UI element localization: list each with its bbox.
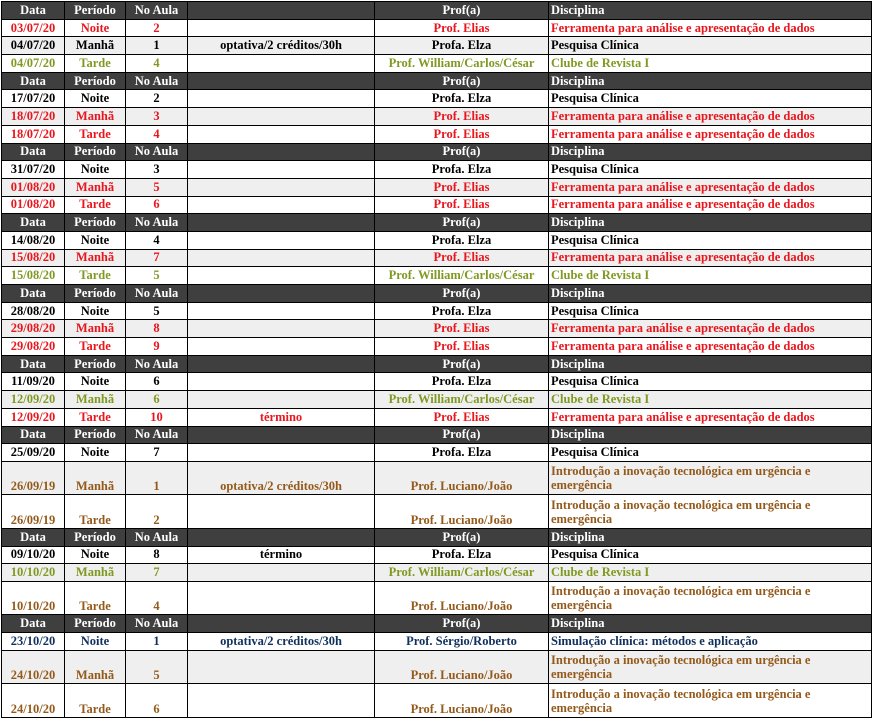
cell-extra [188, 320, 375, 338]
cell-extra [188, 338, 375, 356]
cell-prof: Prof. Elias [375, 178, 549, 196]
cell-periodo: Noite [65, 444, 126, 462]
cell-data: 24/10/20 [2, 650, 65, 684]
cell-prof: Prof. Elias [375, 196, 549, 214]
cell-periodo: Manhã [65, 391, 126, 409]
cell-aula: 7 [126, 249, 188, 267]
cell-extra [188, 19, 375, 37]
cell-data: 29/08/20 [2, 338, 65, 356]
cell-extra [188, 302, 375, 320]
header-disciplina: Disciplina [549, 143, 872, 161]
header-disciplina: Disciplina [549, 214, 872, 232]
cell-aula: 3 [126, 108, 188, 126]
cell-aula: 4 [126, 55, 188, 73]
cell-data: 04/07/20 [2, 55, 65, 73]
header-prof: Prof(a) [375, 615, 549, 633]
cell-disciplina: Pesquisa Clínica [549, 302, 872, 320]
header-aula: No Aula [126, 528, 188, 546]
cell-disciplina: Ferramenta para análise e apresentação de dados [549, 19, 872, 37]
header-prof: Prof(a) [375, 2, 549, 20]
cell-aula: 2 [126, 90, 188, 108]
cell-periodo: Manhã [65, 37, 126, 55]
cell-disciplina: Clube de Revista I [549, 564, 872, 582]
cell-prof: Prof. Luciano/João [375, 684, 549, 718]
cell-prof: Prof. Elias [375, 338, 549, 356]
cell-prof: Profa. Elza [375, 161, 549, 179]
cell-periodo: Noite [65, 633, 126, 651]
cell-extra [188, 444, 375, 462]
cell-extra [188, 684, 375, 718]
cell-extra [188, 267, 375, 285]
cell-data: 28/08/20 [2, 302, 65, 320]
cell-periodo: Manhã [65, 249, 126, 267]
header-aula: No Aula [126, 285, 188, 303]
cell-prof: Prof. William/Carlos/César [375, 564, 549, 582]
table-header-row [2, 426, 872, 444]
cell-aula: 10 [126, 408, 188, 426]
header-data: Data [2, 2, 65, 20]
table-row [2, 320, 872, 338]
cell-periodo: Noite [65, 373, 126, 391]
cell-prof: Prof. Elias [375, 249, 549, 267]
header-prof: Prof(a) [375, 285, 549, 303]
table-row [2, 391, 872, 409]
cell-disciplina: Pesquisa Clínica [549, 444, 872, 462]
cell-aula: 6 [126, 684, 188, 718]
cell-disciplina: Ferramenta para análise e apresentação de dados [549, 408, 872, 426]
header-extra [188, 72, 375, 90]
cell-extra [188, 125, 375, 143]
cell-disciplina: Ferramenta para análise e apresentação de dados [549, 108, 872, 126]
cell-prof: Profa. Elza [375, 90, 549, 108]
cell-prof: Prof. Elias [375, 125, 549, 143]
header-data: Data [2, 615, 65, 633]
schedule-body [2, 19, 872, 717]
cell-data: 10/10/20 [2, 564, 65, 582]
cell-periodo: Tarde [65, 196, 126, 214]
cell-aula: 4 [126, 125, 188, 143]
cell-prof: Profa. Elza [375, 231, 549, 249]
cell-extra [188, 178, 375, 196]
cell-aula: 6 [126, 373, 188, 391]
cell-disciplina: Ferramenta para análise e apresentação de dados [549, 249, 872, 267]
cell-disciplina: Ferramenta para análise e apresentação de dados [549, 196, 872, 214]
header-extra [188, 528, 375, 546]
header-prof: Prof(a) [375, 426, 549, 444]
cell-data: 23/10/20 [2, 633, 65, 651]
cell-periodo: Manhã [65, 108, 126, 126]
table-row [2, 161, 872, 179]
cell-disciplina: Clube de Revista I [549, 267, 872, 285]
header-extra [188, 355, 375, 373]
header-periodo: Período [65, 426, 126, 444]
table-row [2, 90, 872, 108]
header-periodo: Período [65, 72, 126, 90]
cell-data: 12/09/20 [2, 408, 65, 426]
cell-aula: 7 [126, 564, 188, 582]
cell-data: 26/09/19 [2, 495, 65, 529]
cell-disciplina: Introdução a inovação tecnológica em urgência e emergência [549, 461, 872, 495]
cell-aula: 1 [126, 461, 188, 495]
cell-disciplina: Simulação clínica: métodos e aplicação [549, 633, 872, 651]
cell-aula: 9 [126, 338, 188, 356]
cell-prof: Profa. Elza [375, 444, 549, 462]
cell-disciplina: Pesquisa Clínica [549, 37, 872, 55]
cell-extra [188, 495, 375, 529]
table-row [2, 461, 872, 495]
table-row [2, 231, 872, 249]
header-data: Data [2, 72, 65, 90]
cell-extra: optativa/2 créditos/30h [188, 37, 375, 55]
table-row [2, 108, 872, 126]
header-prof: Prof(a) [375, 528, 549, 546]
table-row [2, 267, 872, 285]
cell-data: 17/07/20 [2, 90, 65, 108]
header-periodo: Período [65, 214, 126, 232]
header-disciplina: Disciplina [549, 2, 872, 20]
cell-periodo: Tarde [65, 581, 126, 615]
table-row [2, 495, 872, 529]
cell-aula: 5 [126, 302, 188, 320]
cell-disciplina: Introdução a inovação tecnológica em urgência e emergência [549, 581, 872, 615]
header-aula: No Aula [126, 426, 188, 444]
table-row [2, 546, 872, 564]
cell-data: 12/09/20 [2, 391, 65, 409]
table-header-row [2, 214, 872, 232]
cell-aula: 1 [126, 37, 188, 55]
header-disciplina: Disciplina [549, 528, 872, 546]
cell-extra [188, 650, 375, 684]
cell-disciplina: Introdução a inovação tecnológica em urgência e emergência [549, 495, 872, 529]
cell-aula: 8 [126, 546, 188, 564]
cell-data: 11/09/20 [2, 373, 65, 391]
cell-data: 18/07/20 [2, 108, 65, 126]
cell-disciplina: Clube de Revista I [549, 55, 872, 73]
cell-data: 25/09/20 [2, 444, 65, 462]
cell-periodo: Noite [65, 161, 126, 179]
cell-aula: 8 [126, 320, 188, 338]
cell-extra [188, 55, 375, 73]
cell-prof: Prof. Luciano/João [375, 581, 549, 615]
table-row [2, 581, 872, 615]
cell-data: 14/08/20 [2, 231, 65, 249]
cell-periodo: Tarde [65, 55, 126, 73]
table-header-row [2, 285, 872, 303]
cell-periodo: Manhã [65, 320, 126, 338]
cell-extra [188, 564, 375, 582]
cell-data: 01/08/20 [2, 196, 65, 214]
header-data: Data [2, 528, 65, 546]
cell-prof: Prof. Luciano/João [375, 461, 549, 495]
cell-extra [188, 108, 375, 126]
table-row [2, 302, 872, 320]
cell-aula: 1 [126, 633, 188, 651]
table-row [2, 37, 872, 55]
cell-periodo: Noite [65, 302, 126, 320]
table-row [2, 196, 872, 214]
header-aula: No Aula [126, 615, 188, 633]
header-disciplina: Disciplina [549, 355, 872, 373]
cell-disciplina: Ferramenta para análise e apresentação de dados [549, 125, 872, 143]
header-extra [188, 426, 375, 444]
header-extra [188, 2, 375, 20]
cell-prof: Prof. Luciano/João [375, 650, 549, 684]
cell-data: 09/10/20 [2, 546, 65, 564]
table-row [2, 650, 872, 684]
header-disciplina: Disciplina [549, 615, 872, 633]
cell-data: 01/08/20 [2, 178, 65, 196]
cell-data: 31/07/20 [2, 161, 65, 179]
header-prof: Prof(a) [375, 355, 549, 373]
cell-extra [188, 373, 375, 391]
table-header-row [2, 355, 872, 373]
cell-data: 29/08/20 [2, 320, 65, 338]
cell-periodo: Tarde [65, 408, 126, 426]
header-periodo: Período [65, 143, 126, 161]
cell-extra: optativa/2 créditos/30h [188, 633, 375, 651]
cell-data: 24/10/20 [2, 684, 65, 718]
cell-prof: Profa. Elza [375, 546, 549, 564]
header-data: Data [2, 285, 65, 303]
header-periodo: Período [65, 528, 126, 546]
cell-periodo: Tarde [65, 338, 126, 356]
cell-prof: Profa. Elza [375, 373, 549, 391]
header-data: Data [2, 143, 65, 161]
cell-extra [188, 391, 375, 409]
cell-prof: Prof. Elias [375, 320, 549, 338]
cell-aula: 5 [126, 178, 188, 196]
cell-data: 26/09/19 [2, 461, 65, 495]
cell-extra [188, 581, 375, 615]
cell-data: 10/10/20 [2, 581, 65, 615]
cell-extra [188, 196, 375, 214]
header-periodo: Período [65, 615, 126, 633]
cell-data: 18/07/20 [2, 125, 65, 143]
cell-disciplina: Clube de Revista I [549, 391, 872, 409]
cell-aula: 4 [126, 231, 188, 249]
cell-extra [188, 161, 375, 179]
table-header-row [2, 2, 872, 20]
header-periodo: Período [65, 355, 126, 373]
cell-aula: 3 [126, 161, 188, 179]
cell-extra [188, 231, 375, 249]
cell-disciplina: Pesquisa Clínica [549, 231, 872, 249]
header-extra [188, 143, 375, 161]
header-data: Data [2, 355, 65, 373]
header-aula: No Aula [126, 143, 188, 161]
cell-disciplina: Introdução a inovação tecnológica em urgência e emergência [549, 650, 872, 684]
cell-prof: Prof. Sérgio/Roberto [375, 633, 549, 651]
header-periodo: Período [65, 285, 126, 303]
header-aula: No Aula [126, 2, 188, 20]
cell-extra: término [188, 408, 375, 426]
table-row [2, 444, 872, 462]
cell-data: 15/08/20 [2, 249, 65, 267]
cell-disciplina: Ferramenta para análise e apresentação de dados [549, 178, 872, 196]
table-row [2, 338, 872, 356]
cell-data: 15/08/20 [2, 267, 65, 285]
table-row [2, 373, 872, 391]
table-row [2, 564, 872, 582]
header-disciplina: Disciplina [549, 285, 872, 303]
cell-disciplina: Ferramenta para análise e apresentação de dados [549, 338, 872, 356]
cell-aula: 4 [126, 581, 188, 615]
header-data: Data [2, 426, 65, 444]
cell-periodo: Noite [65, 19, 126, 37]
cell-prof: Profa. Elza [375, 37, 549, 55]
cell-prof: Prof. Elias [375, 19, 549, 37]
cell-prof: Prof. William/Carlos/César [375, 391, 549, 409]
header-prof: Prof(a) [375, 214, 549, 232]
cell-prof: Prof. Elias [375, 408, 549, 426]
cell-periodo: Manhã [65, 178, 126, 196]
header-prof: Prof(a) [375, 143, 549, 161]
header-prof: Prof(a) [375, 72, 549, 90]
cell-disciplina: Pesquisa Clínica [549, 90, 872, 108]
cell-periodo: Noite [65, 546, 126, 564]
table-row [2, 19, 872, 37]
table-row [2, 408, 872, 426]
table-row [2, 684, 872, 718]
cell-extra [188, 90, 375, 108]
cell-prof: Prof. Elias [375, 108, 549, 126]
cell-aula: 2 [126, 19, 188, 37]
header-data: Data [2, 214, 65, 232]
cell-data: 04/07/20 [2, 37, 65, 55]
table-header-row [2, 143, 872, 161]
table-row [2, 125, 872, 143]
table-header-row [2, 72, 872, 90]
table-header-row [2, 528, 872, 546]
header-extra [188, 615, 375, 633]
table-row [2, 633, 872, 651]
header-extra [188, 214, 375, 232]
cell-periodo: Manhã [65, 564, 126, 582]
cell-extra: término [188, 546, 375, 564]
cell-prof: Prof. William/Carlos/César [375, 267, 549, 285]
cell-periodo: Tarde [65, 267, 126, 285]
cell-aula: 2 [126, 495, 188, 529]
cell-extra [188, 249, 375, 267]
cell-aula: 6 [126, 196, 188, 214]
header-disciplina: Disciplina [549, 426, 872, 444]
cell-extra: optativa/2 créditos/30h [188, 461, 375, 495]
cell-aula: 6 [126, 391, 188, 409]
cell-disciplina: Pesquisa Clínica [549, 373, 872, 391]
cell-prof: Prof. Luciano/João [375, 495, 549, 529]
cell-disciplina: Pesquisa Clínica [549, 546, 872, 564]
header-periodo: Período [65, 2, 126, 20]
cell-periodo: Tarde [65, 125, 126, 143]
table-row [2, 55, 872, 73]
table-row [2, 178, 872, 196]
header-aula: No Aula [126, 355, 188, 373]
table-row [2, 249, 872, 267]
cell-periodo: Manhã [65, 461, 126, 495]
cell-disciplina: Introdução a inovação tecnológica em urgência e emergência [549, 684, 872, 718]
cell-periodo: Tarde [65, 684, 126, 718]
cell-prof: Profa. Elza [375, 302, 549, 320]
cell-aula: 7 [126, 444, 188, 462]
cell-data: 03/07/20 [2, 19, 65, 37]
cell-periodo: Noite [65, 90, 126, 108]
cell-periodo: Manhã [65, 650, 126, 684]
table-header-row [2, 615, 872, 633]
cell-aula: 5 [126, 267, 188, 285]
cell-periodo: Noite [65, 231, 126, 249]
header-disciplina: Disciplina [549, 72, 872, 90]
schedule-table [1, 1, 872, 718]
cell-aula: 5 [126, 650, 188, 684]
cell-periodo: Tarde [65, 495, 126, 529]
cell-prof: Prof. William/Carlos/César [375, 55, 549, 73]
cell-disciplina: Pesquisa Clínica [549, 161, 872, 179]
header-aula: No Aula [126, 214, 188, 232]
header-aula: No Aula [126, 72, 188, 90]
header-extra [188, 285, 375, 303]
cell-disciplina: Ferramenta para análise e apresentação de dados [549, 320, 872, 338]
